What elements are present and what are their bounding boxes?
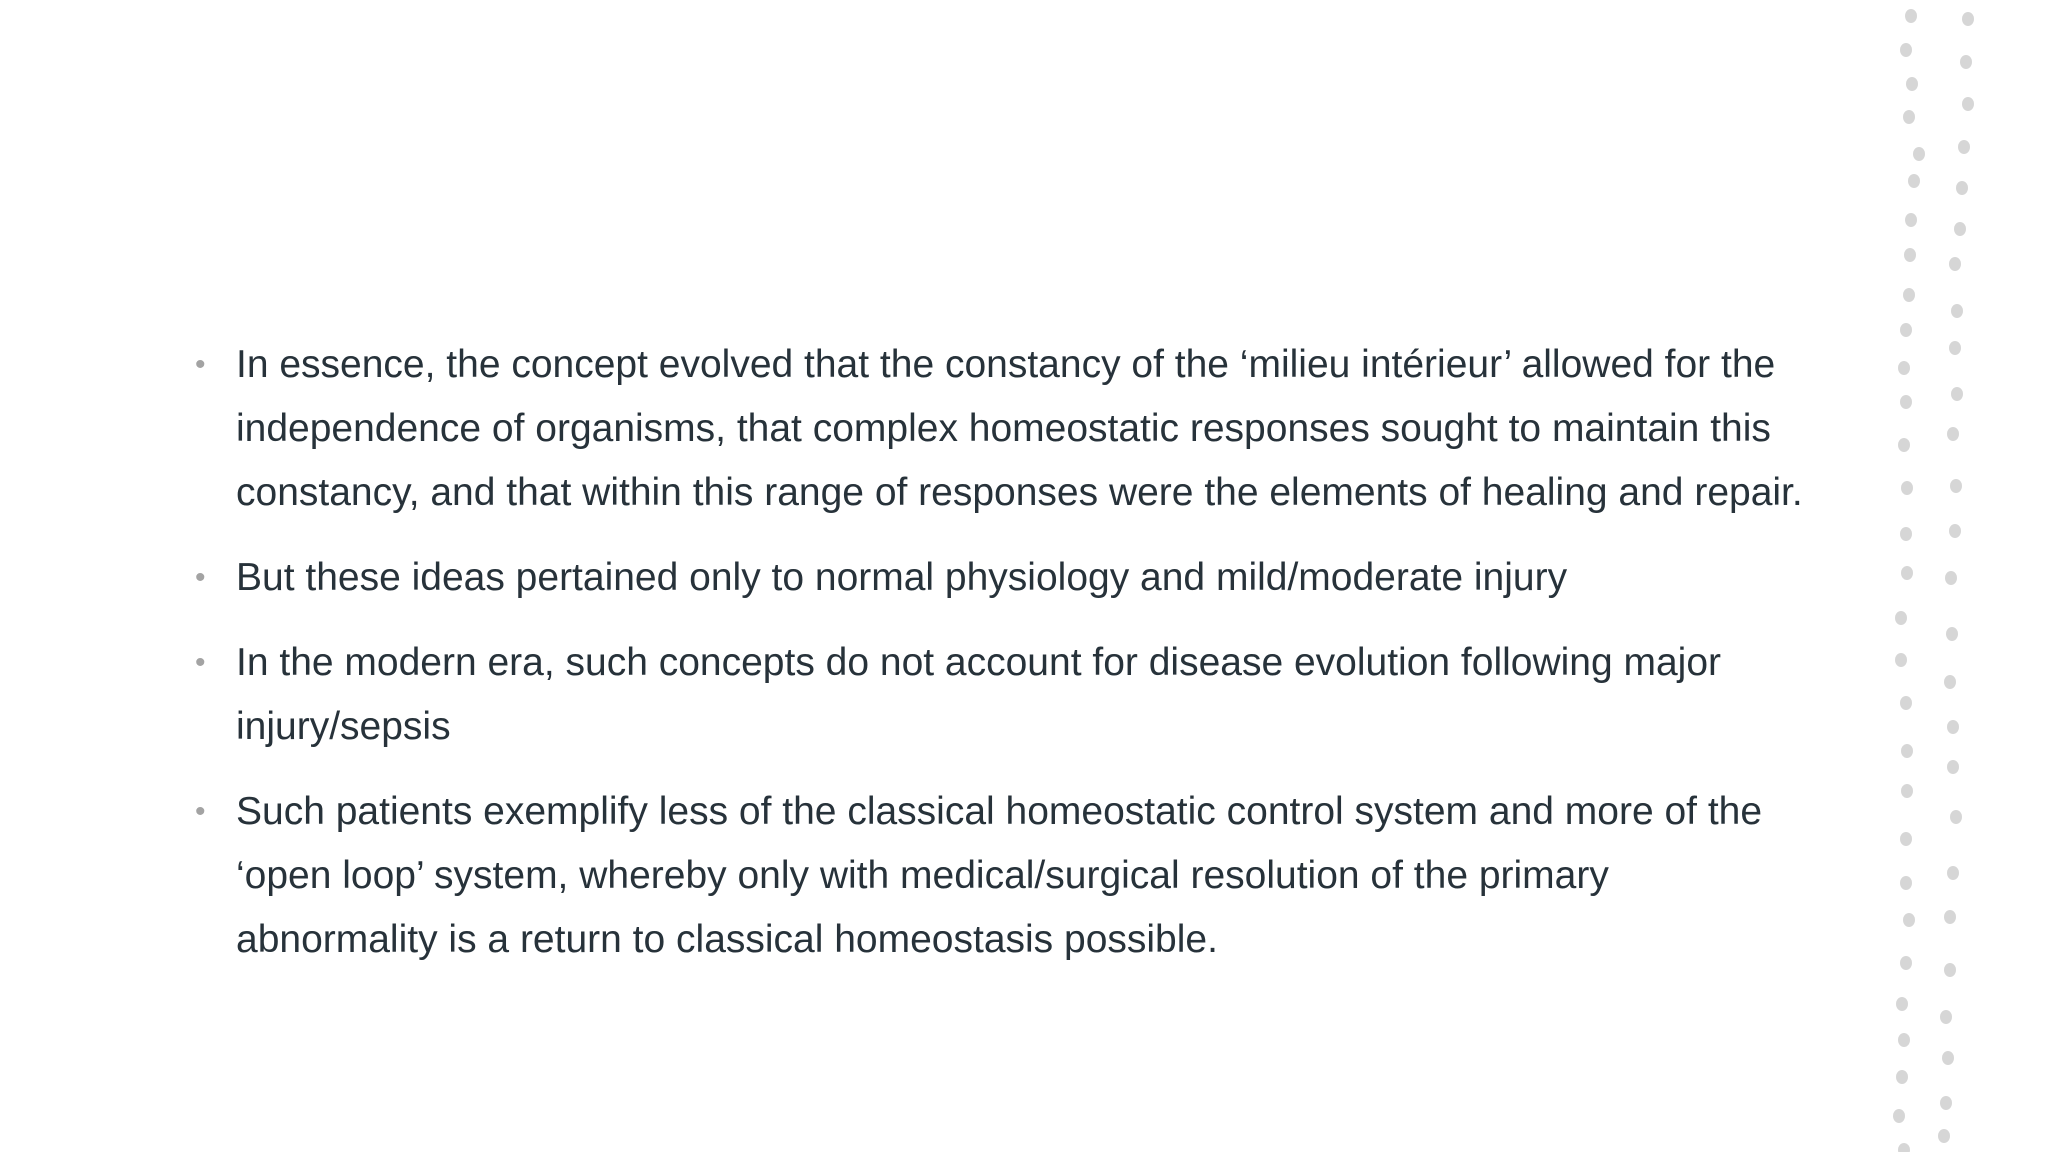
dot-column-right bbox=[1938, 12, 1974, 1143]
bullet-text: But these ideas pertained only to normal physiology and mild/moderate injury bbox=[236, 556, 1568, 599]
bullet-item bbox=[195, 631, 1815, 759]
bullet-text: Such patients exemplify less of the classical homeostatic control system and more of the ‘open loop’ system, whereby only with medical/surgical resolution of the primary abnormality is a return to classical homeostasis possible. bbox=[236, 790, 1763, 961]
bullet-text: In the modern era, such concepts do not account for disease evolution following major injury/sepsis bbox=[236, 641, 1722, 748]
slide-body bbox=[195, 333, 1815, 993]
bullet-marker: • bbox=[195, 795, 206, 828]
bullet-item bbox=[195, 546, 1815, 610]
bullet-item bbox=[195, 780, 1815, 972]
bullet-list bbox=[195, 333, 1815, 972]
bullet-text: In essence, the concept evolved that the constancy of the ‘milieu intérieur’ allowed for the independence of organisms, that complex homeostatic responses sought to maintain this constancy, and that within this range of responses were the elements of healing and repair. bbox=[236, 343, 1803, 514]
bullet-marker: • bbox=[195, 348, 206, 381]
bullet-marker: • bbox=[195, 646, 206, 679]
bullet-marker: • bbox=[195, 561, 206, 594]
dot-column-left bbox=[1893, 9, 1925, 1152]
bullet-item bbox=[195, 333, 1815, 525]
